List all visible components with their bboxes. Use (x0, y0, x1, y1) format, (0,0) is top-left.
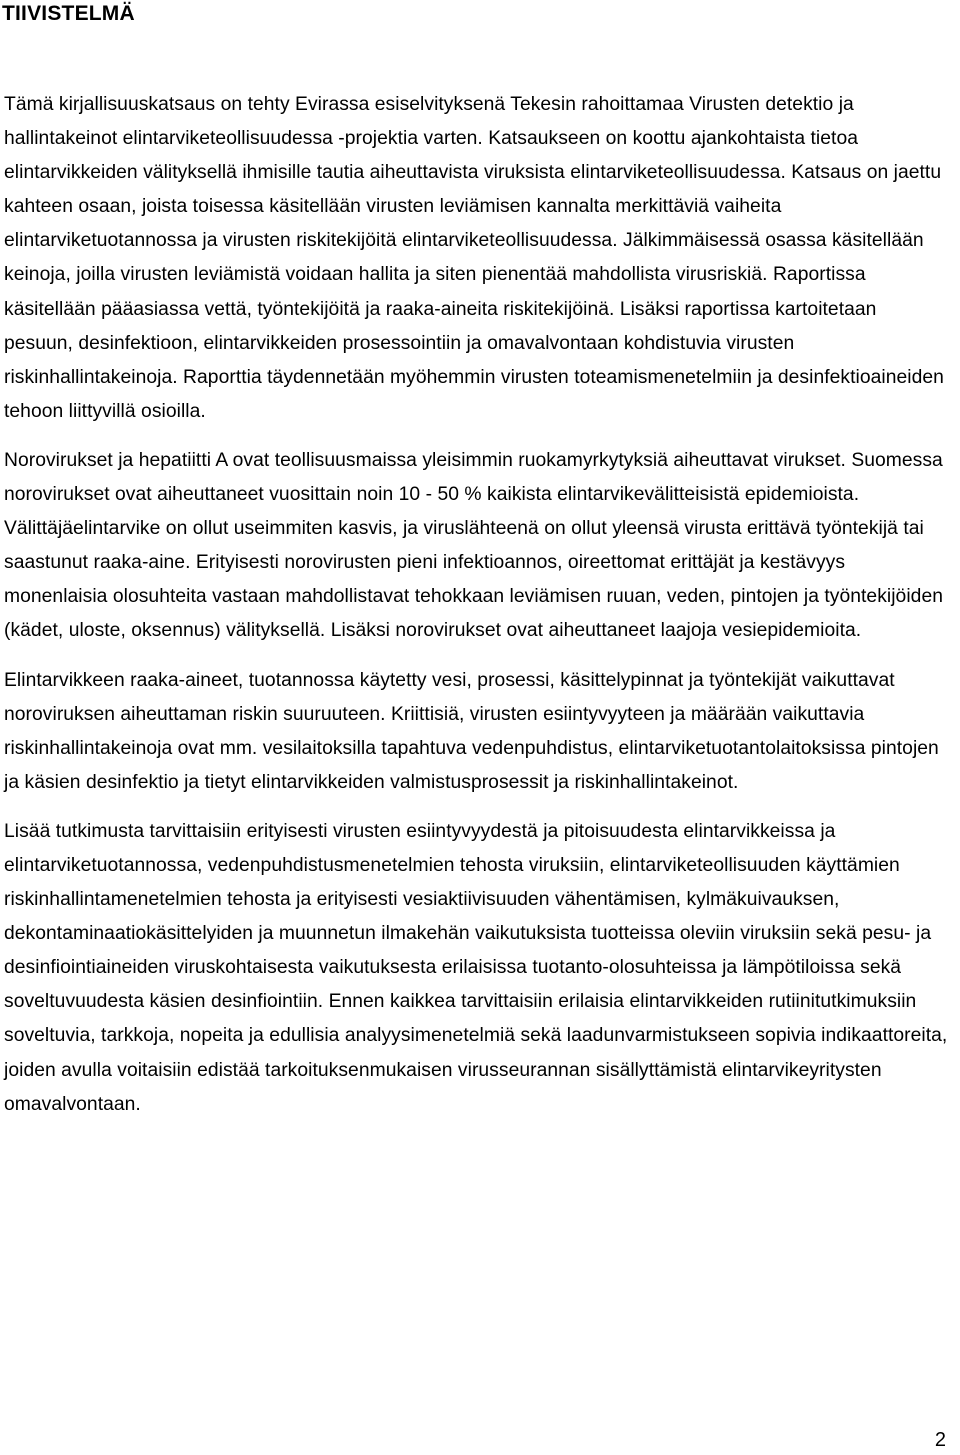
paragraph-noroviruses: Norovirukset ja hepatiitti A ovat teollisuusmaissa yleisimmin ruokamyrkytyksiä aiheuttavat virukset. Suomessa norovirukset ovat aiheuttaneet vuosittain noin 10 - 50 % kaikista elintarvikevälitteisistä epidemioista. Välittäjäelintarvike on ollut useimmiten kasvis, ja viruslähteenä on ollut yleensä virusta erittävä työntekijä tai saastunut raaka-aine. Erityisesti norovirusten pieni infektioannos, oireettomat erittäjät ja kestävyys monenlaisia olosuhteita vastaan mahdollistavat tehokkaan leviämisen ruuan, veden, pintojen ja työntekijöiden (kädet, uloste, oksennus) välityksellä. Lisäksi norovirukset ovat aiheuttaneet laajoja vesiepidemioita. (4, 449, 943, 642)
page-number: 2 (934, 1429, 946, 1451)
paragraph-risk-factors: Elintarvikkeen raaka-aineet, tuotannossa käytetty vesi, prosessi, käsittelypinnat ja työntekijät vaikuttavat noroviruksen aiheuttaman riskin suuruuteen. Kriittisiä, virusten esiintyvyyteen ja määrään vaikuttavia riskinhallintakeinoja ovat mm. vesilaitoksilla tapahtuva vedenpuhdistus, elintarviketuotantolaitoksissa pintojen ja käsien desinfektio ja tietyt elintarvikkeiden valmistusprosessit ja riskinhallintakeinot. (4, 669, 939, 793)
paragraph-research-needs: Lisää tutkimusta tarvittaisiin erityisesti virusten esiintyvyydestä ja pitoisuudesta elintarvikkeissa ja elintarviketuotannossa, vedenpuhdistusmenetelmien tehosta viruksiin, elintarviketeollisuuden käyttämien riskinhallintamenetelmien tehosta ja erityisesti vesiaktiivisuuden vähentämisen, kylmäkuivauksen, dekontaminaatiokäsittelyiden ja muunnetun ilmakehän vaikutuksista tuotteissa oleviin viruksiin sekä pesu- ja desinfiointiaineiden viruskohtaisesta vaikutuksesta erilaisissa tuotanto-olosuhteissa ja lämpötiloissa sekä soveltuvuudesta käsien desinfiointiin. Ennen kaikkea tarvittaisiin erilaisia elintarvikkeiden rutiinitutkimuksiin soveltuvia, tarkkoja, nopeita ja edullisia analyysimenetelmiä sekä laadunvarmistukseen sopivia indikaattoreita, joiden avulla voitaisiin edistää tarkoituksenmukaisen virusseurannan sisällyttämistä elintarvikeyritysten omavalvontaan. (4, 820, 948, 1115)
paragraph-intro: Tämä kirjallisuuskatsaus on tehty Evirassa esiselvityksenä Tekesin rahoittamaa Virusten detektio ja hallintakeinot elintarviketeollisuudessa -projektia varten. Katsaukseen on koottu ajankohtaista tietoa elintarvikkeiden välityksellä ihmisille tautia aiheuttavista viruksista elintarviketeollisuudessa. Katsaus on jaettu kahteen osaan, joista toisessa käsitellään virusten leviämisen kannalta merkittäviä vaiheita elintarviketuotannossa ja virusten riskitekijöitä elintarviketeollisuudessa. Jälkimmäisessä osassa käsitellään keinoja, joilla virusten leviämistä voidaan hallita ja siten pienentää mahdollista virusriskiä. Raportissa käsitellään pääasiassa vettä, työntekijöitä ja raaka-aineita riskitekijöinä. Lisäksi raportissa kartoitetaan pesuun, desinfektioon, elintarvikkeiden prosessointiin ja omavalvontaan kohdistuvia virusten riskinhallintakeinoja. Raporttia täydennetään myöhemmin virusten toteamismenetelmiin ja desinfektioaineiden tehoon liittyvillä osioilla. (4, 94, 944, 422)
page-title: TIIVISTELMÄ (2, 2, 135, 25)
summary-body (4, 88, 949, 1137)
